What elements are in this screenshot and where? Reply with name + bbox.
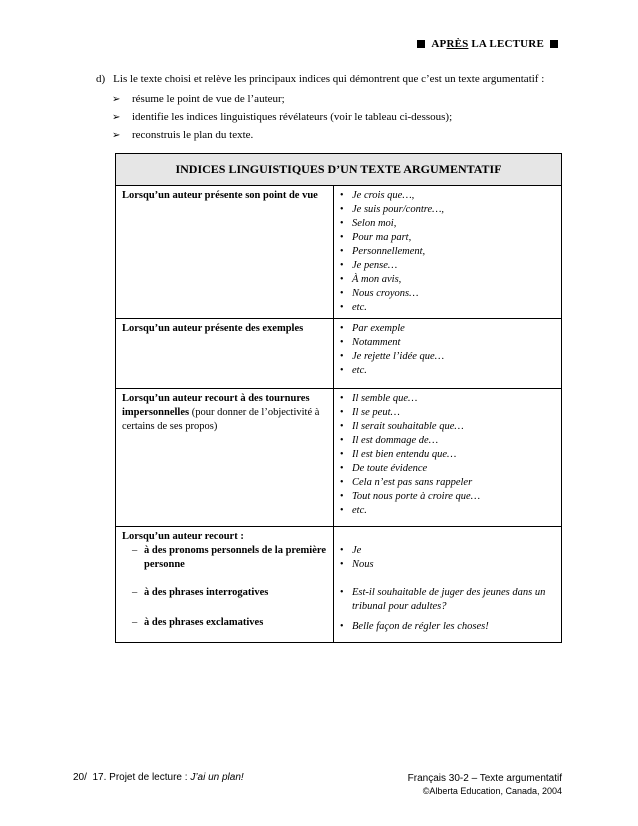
indicator-item: • Il serait souhaitable que… <box>340 420 555 434</box>
indices-table <box>115 153 562 643</box>
square-bullet-icon <box>417 40 425 48</box>
indicator-item: • À mon avis, <box>340 273 555 287</box>
indicator-item: • Je rejette l’idée que… <box>340 350 555 364</box>
indicator-item: • Je crois que…, <box>340 189 555 203</box>
table-row <box>116 527 562 643</box>
indicator-item: • Par exemple <box>340 322 555 336</box>
indicator-item: • Il est dommage de… <box>340 434 555 448</box>
row-label: Lorsqu’un auteur recourt : <box>122 531 244 542</box>
indicator-item: • Est-il souhaitable de juger des jeunes dans un tribunal pour adultes? <box>340 586 555 614</box>
section-title: APRÈS LA LECTURE <box>431 38 544 50</box>
indicator-item: • Personnellement, <box>340 245 555 259</box>
indicator-list <box>340 620 555 634</box>
footer-right: Français 30-2 – Texte argumentatif ©Alberta Education, Canada, 2004 <box>407 773 562 796</box>
indicator-item: • Pour ma part, <box>340 231 555 245</box>
instruction-bullet: ➢ reconstruis le plan du texte. <box>112 129 254 141</box>
indicator-item: • Je <box>340 544 555 558</box>
sub-label: – à des phrases interrogatives <box>132 587 269 598</box>
footer-left: 20/ 17. Projet de lecture : J’ai un plan! <box>73 772 244 783</box>
arrow-bullet-icon: ➢ <box>112 129 121 141</box>
table-row <box>116 389 562 527</box>
row-label: Lorsqu’un auteur présente son point de vue <box>116 186 334 319</box>
indicator-item: • Il est bien entendu que… <box>340 448 555 462</box>
indicator-item: • Nous croyons… <box>340 287 555 301</box>
indicator-item: • Tout nous porte à croire que… <box>340 490 555 504</box>
indicator-item: • Je pense… <box>340 259 555 273</box>
indicator-item: • Selon moi, <box>340 217 555 231</box>
indicator-list <box>340 392 555 518</box>
indicator-list <box>340 586 555 614</box>
indicator-item: • Belle façon de régler les choses! <box>340 620 555 634</box>
indicator-item: • Il semble que… <box>340 392 555 406</box>
indicator-item: • De toute évidence <box>340 462 555 476</box>
indicator-item: • etc. <box>340 301 555 315</box>
sub-label: – à des phrases exclamatives <box>132 617 264 628</box>
arrow-bullet-icon: ➢ <box>112 93 121 105</box>
indicator-list <box>340 322 555 378</box>
indicator-item: • Il se peut… <box>340 406 555 420</box>
indicator-item: • Nous <box>340 558 555 572</box>
indicator-item: • etc. <box>340 364 555 378</box>
instruction-bullet: ➢ identifie les indices linguistiques révélateurs (voir le tableau ci-dessous); <box>112 111 453 123</box>
table-row <box>116 319 562 389</box>
arrow-bullet-icon: ➢ <box>112 111 121 123</box>
sub-label: – à des pronoms personnels de la première personne <box>132 545 327 570</box>
table-title: INDICES LINGUISTIQUES D’UN TEXTE ARGUMENTATIF <box>116 154 562 186</box>
indicator-list <box>340 544 555 572</box>
instruction-bullet: ➢ résume le point de vue de l’auteur; <box>112 93 285 105</box>
row-label: Lorsqu’un auteur présente des exemples <box>116 319 334 389</box>
indicator-item: • Cela n’est pas sans rappeler <box>340 476 555 490</box>
indicator-item: • Notamment <box>340 336 555 350</box>
instruction: d) Lis le texte choisi et relève les principaux indices qui démontrent que c’est un texte argumentatif : <box>96 73 545 85</box>
indicator-list <box>340 189 555 315</box>
indicator-item: • Je suis pour/contre…, <box>340 203 555 217</box>
table-row <box>116 186 562 319</box>
section-header <box>417 38 558 50</box>
indicator-item: • etc. <box>340 504 555 518</box>
row-label: Lorsqu’un auteur recourt à des tournures impersonnelles (pour donner de l’objectivité à certains de ses propos) <box>116 389 334 527</box>
square-bullet-icon <box>550 40 558 48</box>
